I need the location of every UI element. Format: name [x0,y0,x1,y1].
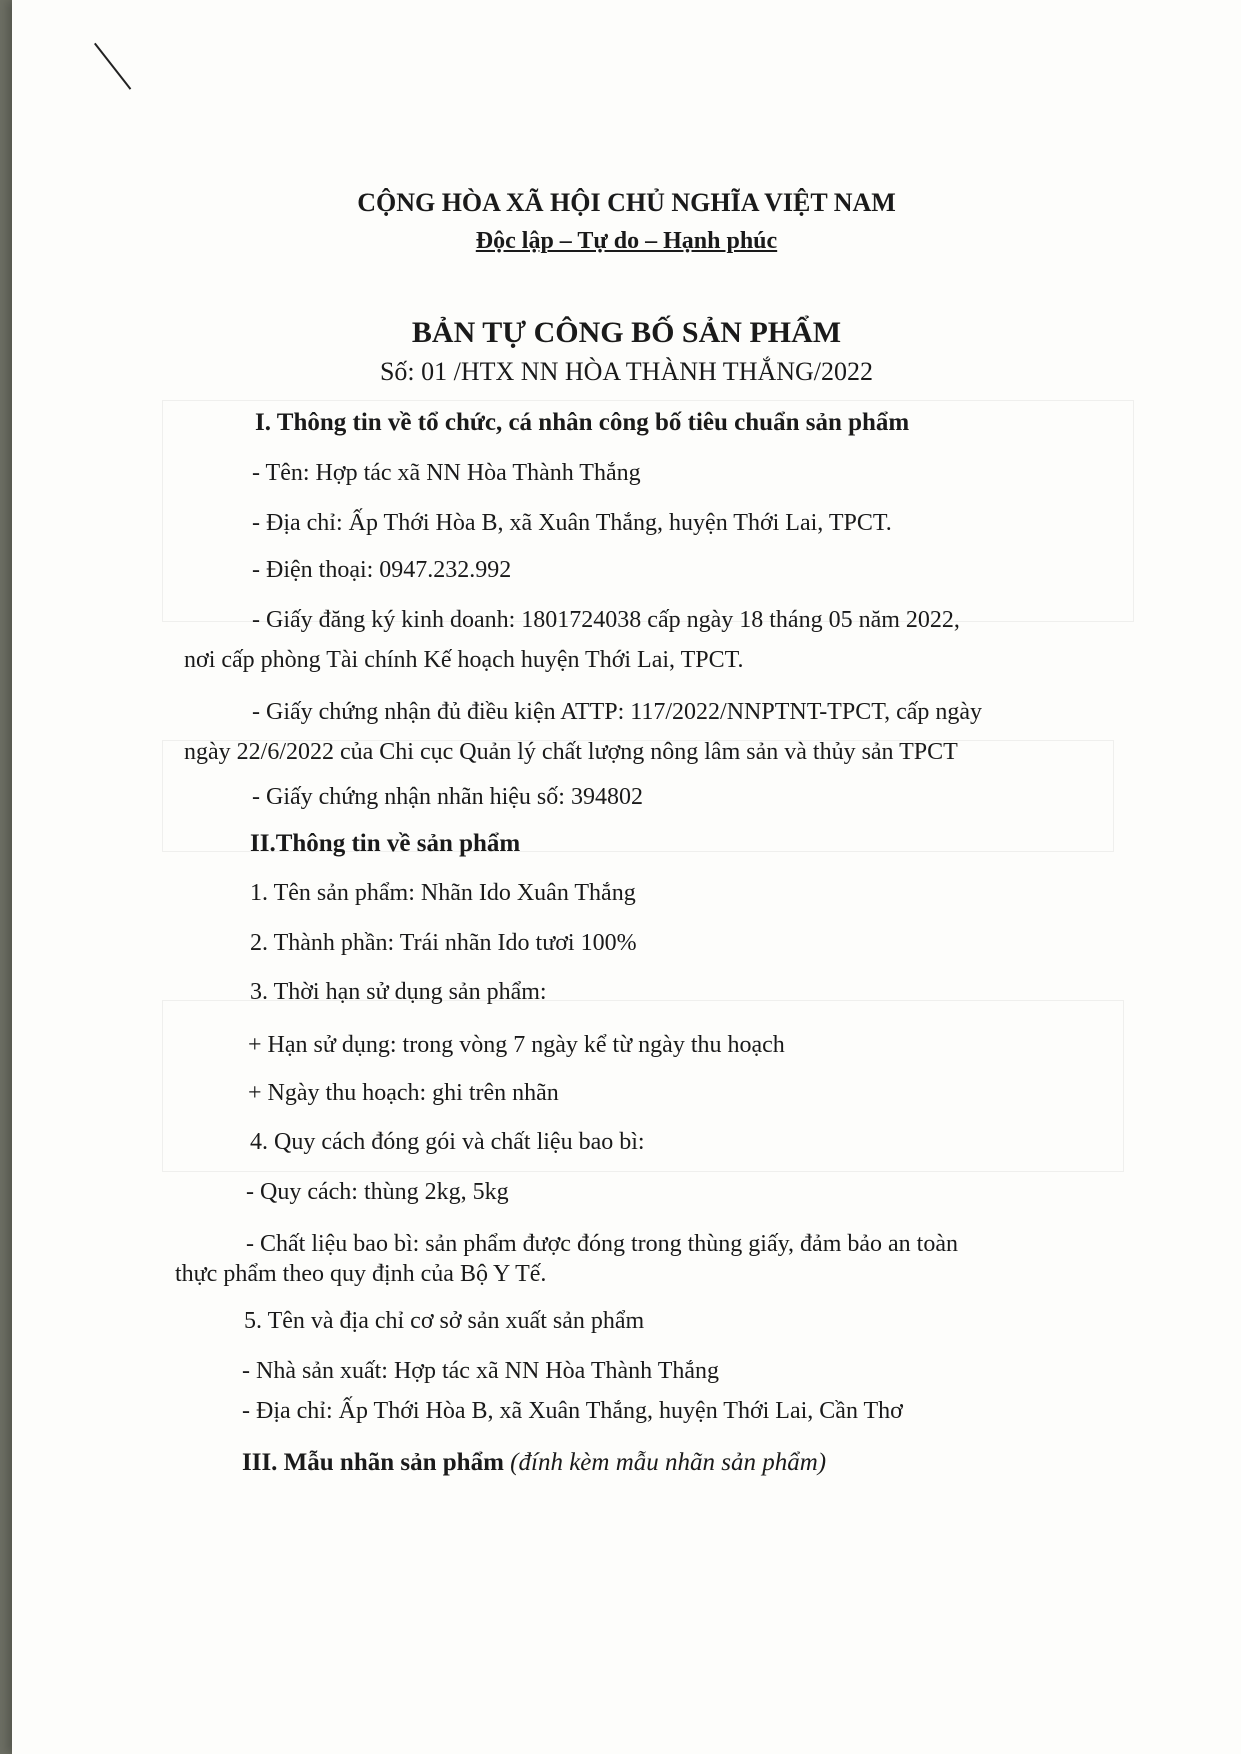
food-safety-cert-line-1: - Giấy chứng nhận đủ điều kiện ATTP: 117/2022/NNPTNT-TPCT, cấp ngày [252,699,983,725]
trademark-cert: - Giấy chứng nhận nhãn hiệu số: 394802 [252,784,643,810]
food-safety-cert-line-2: ngày 22/6/2022 của Chi cục Quản lý chất lượng nông lâm sản và thủy sản TPCT [184,739,958,765]
packaging-spec: - Quy cách: thùng 2kg, 5kg [246,1179,509,1205]
section-3-heading [242,1448,826,1478]
business-license-line-2: nơi cấp phòng Tài chính Kế hoạch huyện Thới Lai, TPCT. [184,647,744,673]
expiry-info: + Hạn sử dụng: trong vòng 7 ngày kể từ ngày thu hoạch [248,1032,785,1058]
country-heading: CỘNG HÒA XÃ HỘI CHỦ NGHĨA VIỆT NAM [357,188,896,217]
business-license-line-1: - Giấy đăng ký kinh doanh: 1801724038 cấp ngày 18 tháng 05 năm 2022, [252,607,960,633]
document-title: BẢN TỰ CÔNG BỐ SẢN PHẨM [411,316,842,349]
document-number: Số: 01 /HTX NN HÒA THÀNH THẮNG/2022 [379,357,874,386]
packaging-material-line-2: thực phẩm theo quy định của Bộ Y Tế. [175,1261,547,1287]
section-3-title: III. Mẫu nhãn sản phẩm [242,1449,504,1476]
producer-address: - Địa chỉ: Ấp Thới Hòa B, xã Xuân Thắng, huyện Thới Lai, Cần Thơ [242,1398,903,1424]
packaging-heading: 4. Quy cách đóng gói và chất liệu bao bì: [250,1129,645,1155]
product-name: 1. Tên sản phẩm: Nhãn Ido Xuân Thắng [250,880,636,906]
org-name: - Tên: Hợp tác xã NN Hòa Thành Thắng [252,460,641,486]
producer-name: - Nhà sản xuất: Hợp tác xã NN Hòa Thành Thắng [242,1358,720,1384]
producer-heading: 5. Tên và địa chỉ cơ sở sản xuất sản phẩm [244,1308,645,1334]
harvest-date-info: + Ngày thu hoạch: ghi trên nhãn [248,1080,559,1106]
section-1-heading: I. Thông tin về tổ chức, cá nhân công bố tiêu chuẩn sản phẩm [255,409,910,436]
motto-wrap [12,226,1241,256]
document-page [12,0,1241,1754]
section-2-heading: II.Thông tin về sản phẩm [250,830,521,857]
section-3-note: (đính kèm mẫu nhãn sản phẩm) [510,1449,827,1476]
org-phone: - Điện thoại: 0947.232.992 [252,557,512,583]
packaging-material-line-1: - Chất liệu bao bì: sản phẩm được đóng trong thùng giấy, đảm bảo an toàn [246,1231,958,1257]
pen-mark [94,43,131,90]
org-address: - Địa chỉ: Ấp Thới Hòa B, xã Xuân Thắng, huyện Thới Lai, TPCT. [252,510,892,536]
shelf-life-heading: 3. Thời hạn sử dụng sản phẩm: [250,979,547,1005]
product-ingredients: 2. Thành phần: Trái nhãn Ido tươi 100% [250,930,637,956]
motto: Độc lập – Tự do – Hạnh phúc [475,228,778,254]
